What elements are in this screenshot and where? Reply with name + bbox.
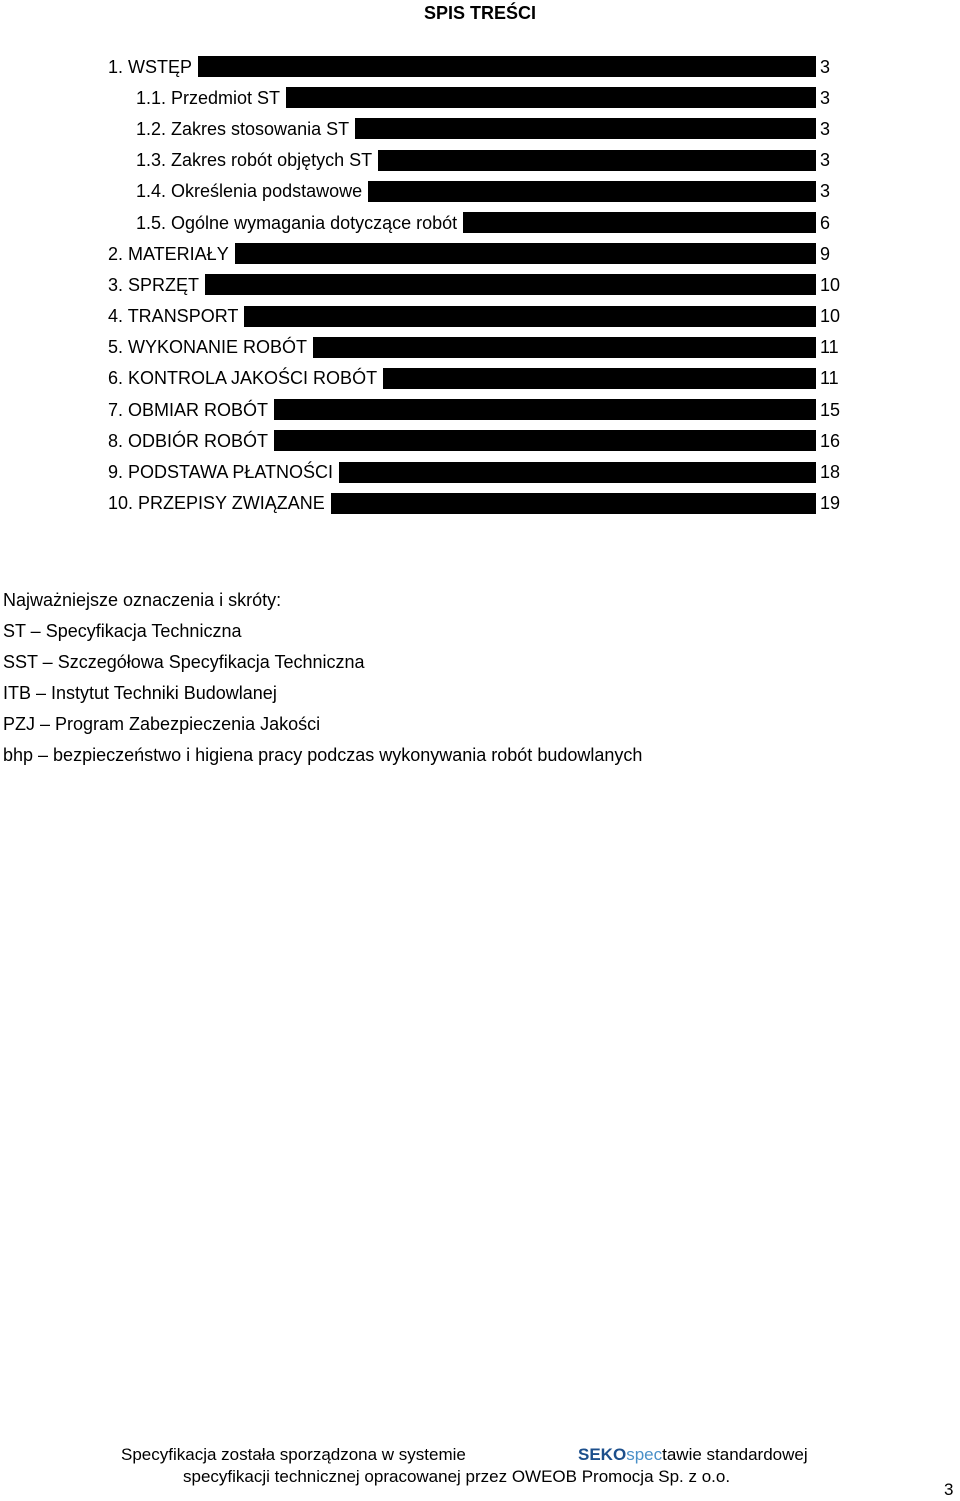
toc-leader-bar xyxy=(274,430,816,451)
toc-entry-page: 6 xyxy=(820,212,831,233)
toc-entry-label: 9. PODSTAWA PŁATNOŚCI xyxy=(108,462,334,483)
toc-entry-label: 1.2. Zakres stosowania ST xyxy=(136,118,350,139)
toc-entry-label: 4. TRANSPORT xyxy=(108,306,239,327)
abbreviation-item: PZJ – Program Zabezpieczenia Jakości xyxy=(3,714,321,734)
toc-entry-page: 11 xyxy=(820,368,839,389)
brand-spec: spec xyxy=(626,1445,663,1464)
toc-entry xyxy=(0,145,860,176)
page-number: 3 xyxy=(944,1480,954,1499)
toc-leader-bar xyxy=(286,87,816,108)
toc-entry-page: 15 xyxy=(820,399,841,420)
toc-entry-label: 2. MATERIAŁY xyxy=(108,243,229,264)
toc-entry-page: 3 xyxy=(820,150,831,171)
toc-leader-bar xyxy=(198,56,816,77)
toc-entry xyxy=(0,456,860,487)
toc-entry-label: 8. ODBIÓR ROBÓT xyxy=(108,430,269,451)
toc-leader-bar xyxy=(331,493,816,514)
footer-text-brand-rest: tawie standardowej xyxy=(662,1445,808,1464)
toc-entry-page: 18 xyxy=(820,462,841,483)
toc-leader-bar xyxy=(244,306,816,327)
toc-leader-bar xyxy=(235,243,816,264)
toc-entry xyxy=(0,332,860,363)
brand-seko: SEKO xyxy=(578,1445,627,1464)
toc-entry-label: 3. SPRZĘT xyxy=(108,274,200,295)
toc-leader-bar xyxy=(368,181,816,202)
footer-text-line-2: specyfikacji technicznej opracowanej przez OWEOB Promocja Sp. z o.o. xyxy=(183,1467,731,1486)
toc-leader-bar xyxy=(274,399,816,420)
toc-entry-label: 7. OBMIAR ROBÓT xyxy=(108,399,269,420)
toc-entry-page: 3 xyxy=(820,181,831,202)
toc-entry xyxy=(0,207,860,238)
toc-leader-bar xyxy=(313,337,816,358)
abbreviations-heading: Najważniejsze oznaczenia i skróty: xyxy=(3,590,282,610)
toc-entry-label: 1. WSTĘP xyxy=(108,56,193,77)
toc-entry-page: 3 xyxy=(820,56,831,77)
toc-leader-bar xyxy=(205,274,816,295)
toc-entry xyxy=(0,51,860,82)
abbreviation-item: SST – Szczegółowa Specyfikacja Techniczna xyxy=(3,652,365,672)
abbreviations-section xyxy=(3,589,943,772)
toc-entry-label: 1.5. Ogólne wymagania dotyczące robót xyxy=(136,212,458,233)
toc-entry-page: 3 xyxy=(820,87,831,108)
toc-entry-label: 1.3. Zakres robót objętych ST xyxy=(136,150,373,171)
toc-entry xyxy=(0,238,860,269)
toc-entry-page: 3 xyxy=(820,118,831,139)
toc-entry xyxy=(0,113,860,144)
toc-entry-label: 5. WYKONANIE ROBÓT xyxy=(108,337,308,358)
toc-entry xyxy=(0,425,860,456)
toc-entry-label: 10. PRZEPISY ZWIĄZANE xyxy=(108,493,325,514)
toc-entry xyxy=(0,176,860,207)
toc-leader-bar xyxy=(463,212,816,233)
toc-leader-bar xyxy=(378,150,816,171)
toc-entry-page: 10 xyxy=(820,306,841,327)
toc-entry xyxy=(0,82,860,113)
footer-text-line-1: Specyfikacja została sporządzona w systemie xyxy=(121,1445,466,1464)
toc-entry-page: 10 xyxy=(820,274,841,295)
toc-leader-bar xyxy=(355,118,816,139)
abbreviation-item: ST – Specyfikacja Techniczna xyxy=(3,621,242,641)
abbreviation-item: bhp – bezpieczeństwo i higiena pracy podczas wykonywania robót budowlanych xyxy=(3,745,643,765)
toc-entry-page: 9 xyxy=(820,243,831,264)
toc-entry-label: 1.1. Przedmiot ST xyxy=(136,87,281,108)
table-of-contents xyxy=(0,51,860,519)
toc-entry xyxy=(0,269,860,300)
toc-entry-page: 19 xyxy=(820,493,841,514)
document-title: SPIS TREŚCI xyxy=(423,3,537,23)
toc-entry-page: 16 xyxy=(820,430,841,451)
toc-entry xyxy=(0,301,860,332)
toc-entry-page: 11 xyxy=(820,337,839,358)
toc-leader-bar xyxy=(339,462,816,483)
toc-entry-label: 6. KONTROLA JAKOŚCI ROBÓT xyxy=(108,368,378,389)
toc-leader-bar xyxy=(383,368,816,389)
toc-entry xyxy=(0,394,860,425)
sekospec-brand xyxy=(578,1444,808,1466)
toc-entry-label: 1.4. Określenia podstawowe xyxy=(136,181,363,202)
toc-entry xyxy=(0,488,860,519)
toc-entry xyxy=(0,363,860,394)
abbreviation-item: ITB – Instytut Techniki Budowlanej xyxy=(3,683,277,703)
